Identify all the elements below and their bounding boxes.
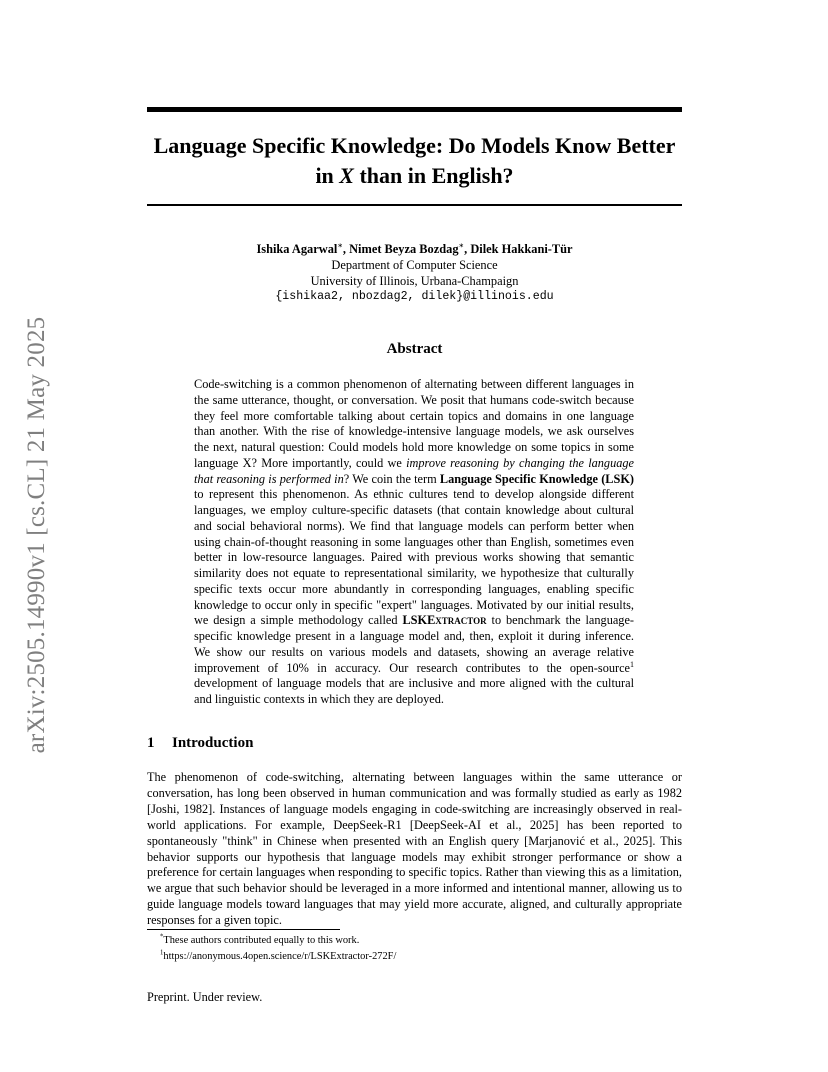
footnote-rule bbox=[147, 929, 340, 930]
section-title: Introduction bbox=[172, 735, 254, 751]
abstract-method-name: LSKExtractor bbox=[402, 613, 487, 628]
paper-title bbox=[147, 131, 682, 191]
author-names bbox=[147, 242, 682, 258]
author-email: {ishikaa2, nbozdag2, dilek}@illinois.edu bbox=[275, 290, 554, 304]
abstract-text: to benchmark the language-specific knowledge present in a language model and, then, exploit it during inference. We show our results on various models and datasets, showing an average relative improvement of 10% in accuracy. Our research contributes to the open-source bbox=[194, 613, 634, 675]
abstract-text: Code-switching is a common phenomenon of alternating between different languages in the same utterance, thought, or conversation. We posit that humans code-switch because they feel more comfortable talking about certain topics and domains in one language than another. With the rise of knowledge-intensive language models, we ask ourselves the next, natural question: Could models hold more knowledge on some topics in some language X? More importantly, could we bbox=[194, 377, 634, 470]
footnote-mark: 1 bbox=[160, 949, 164, 957]
introduction-paragraph: The phenomenon of code-switching, alternating between languages within the same utterance or conversation, has long been observed in human communication and was formally studied as early as 1982 [Joshi, 1982]. Instances of language models engaging in code-switching are increasingly observed in real-world applications. For example, DeepSeek-R1 [DeepSeek-AI et al., 2025] has been reported to spontaneously "think" in Chinese when presented with an English query [Marjanović et al., 2025]. This behavior supports our hypothesis that language models may exhibit stronger performance or show a preference for certain languages when responding to specific topics. Rather than viewing this as a limitation, we argue that such behavior should be leveraged in a more informed and intentional manner, allowing us to guide language models toward languages that may yield more accurate, aligned, and culturally appropriate responses for a given topic. bbox=[147, 770, 682, 928]
abstract-text: development of language models that are inclusive and more aligned with the cultural and linguistic contexts in which they are deployed. bbox=[194, 676, 634, 706]
footnote-link[interactable]: https://anonymous.4open.science/r/LSKExtractor-272F/ bbox=[163, 950, 397, 962]
abstract-emphasis: improve reasoning by changing the language that reasoning is performed in bbox=[194, 455, 634, 486]
section-heading-introduction bbox=[147, 735, 253, 752]
author-block bbox=[147, 242, 682, 305]
abstract-heading: Abstract bbox=[386, 341, 443, 357]
author-department: Department of Computer Science bbox=[331, 257, 498, 272]
footnote-equal-contribution bbox=[160, 933, 680, 949]
abstract-body bbox=[194, 377, 634, 708]
author-name: Ishika Agarwal bbox=[256, 242, 338, 256]
author-name: Dilek Hakkani-Tür bbox=[470, 242, 573, 256]
equal-contribution-mark: ∗ bbox=[337, 240, 343, 250]
title-bottom-rule bbox=[147, 204, 682, 206]
footnote-text: These authors contributed equally to this work. bbox=[163, 935, 360, 946]
author-name: Nimet Beyza Bozdag bbox=[349, 242, 459, 256]
author-separator: , bbox=[464, 242, 471, 256]
footnotes bbox=[160, 933, 680, 964]
section-number: 1 bbox=[147, 735, 155, 751]
arxiv-identifier-stamp: arXiv:2505.14990v1 [cs.CL] 21 May 2025 bbox=[23, 316, 50, 754]
abstract-text: ? We coin the term bbox=[343, 471, 440, 486]
abstract-term-lsk: Language Specific Knowledge (LSK) bbox=[439, 471, 634, 486]
footnote-ref-mark: 1 bbox=[630, 659, 634, 669]
footnote-url bbox=[160, 949, 680, 965]
footnote-mark: * bbox=[160, 933, 164, 941]
title-suffix: than in English? bbox=[353, 163, 514, 188]
preprint-footer: Preprint. Under review. bbox=[147, 990, 263, 1004]
abstract-text: to represent this phenomenon. As ethnic cultures tend to develop alongside different languages, we employ culture-specific datasets (that contain knowledge about cultural and social behavioral norms). We find that language models can perform better when using chain-of-thought reasoning in some languages other than English, sometimes even better in low-resource languages. Paired with previous works showing that semantic similarity does not equate to representational similarity, we hypothesize that culturally specific texts occur more abundantly in corresponding languages, enabling specific knowledge to occur only in specific "expert" languages. Motivated by our initial results, we design a simple methodology called bbox=[194, 487, 634, 628]
title-italic-variable: X bbox=[339, 163, 354, 188]
author-affiliation: University of Illinois, Urbana-Champaign bbox=[310, 273, 519, 288]
author-separator: , bbox=[342, 242, 350, 256]
equal-contribution-mark: ∗ bbox=[458, 240, 465, 250]
title-top-rule bbox=[147, 107, 682, 112]
title-prefix: Language Specific Knowledge: Do Models Know Better in bbox=[153, 133, 676, 188]
